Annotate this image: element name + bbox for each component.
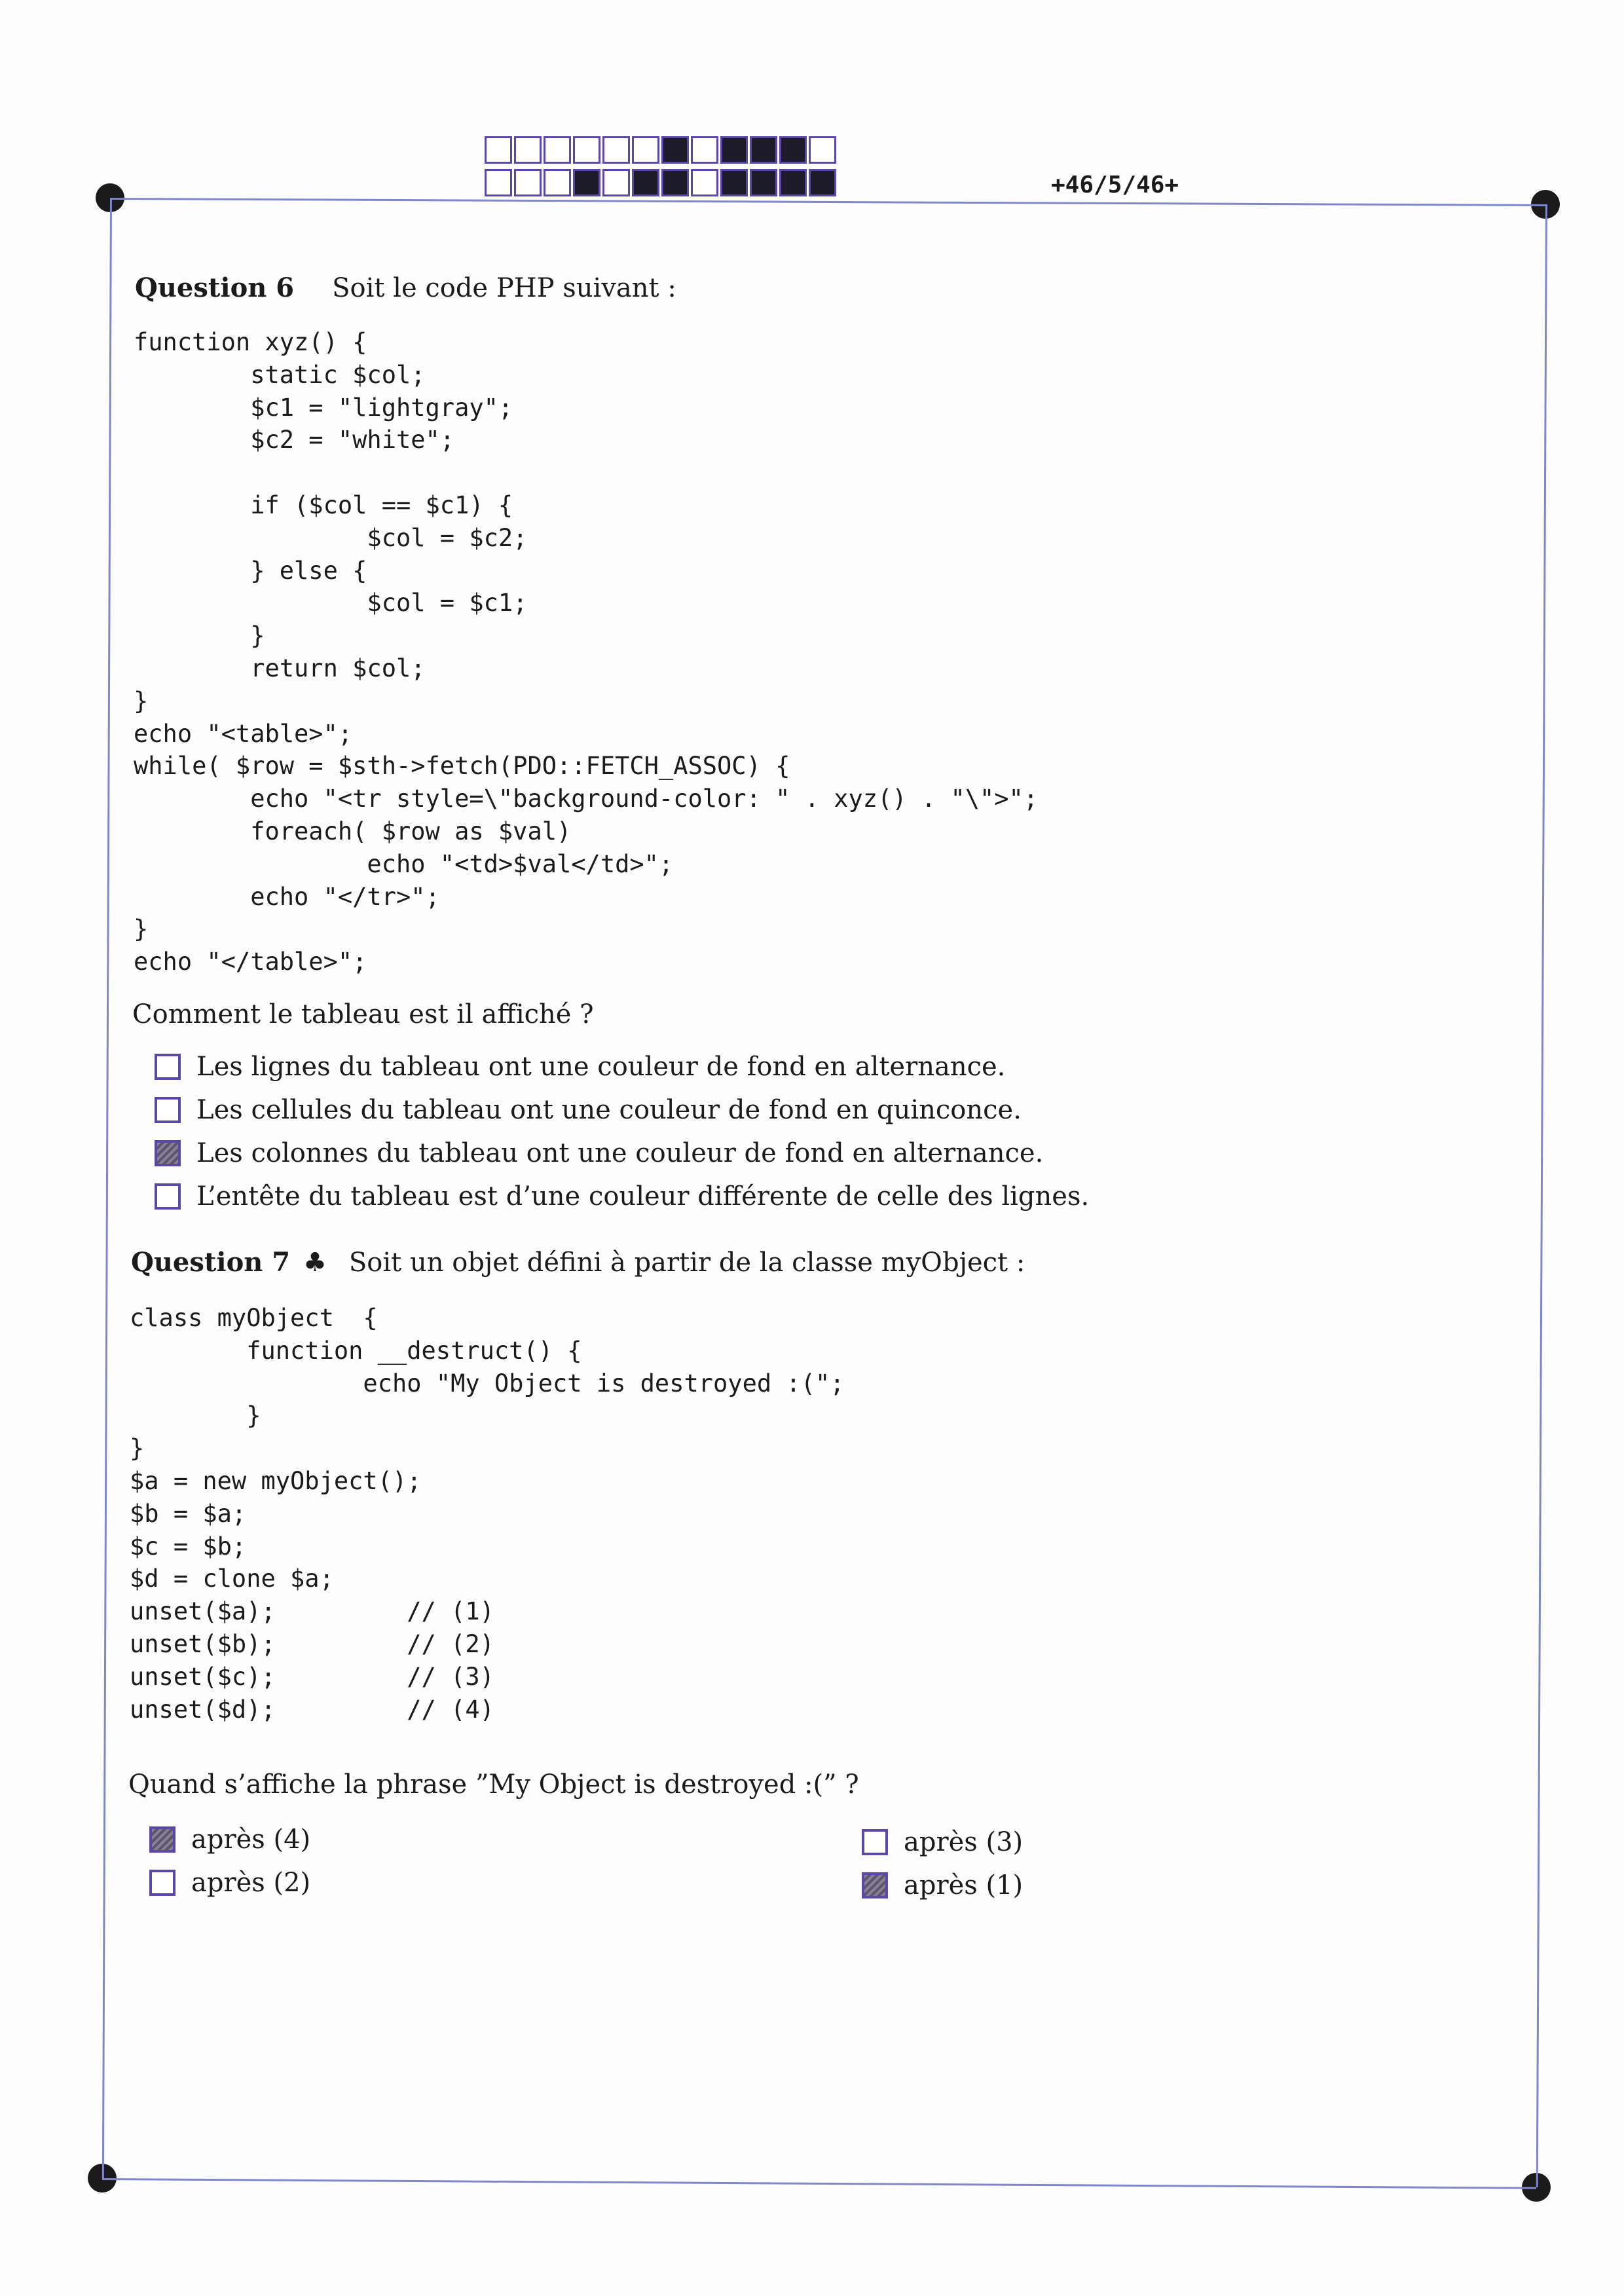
frame-right [1536, 204, 1547, 2187]
barcode-cell-filled [750, 169, 777, 196]
answer-label: après (3) [904, 1827, 1024, 1857]
answer-checkbox[interactable] [155, 1097, 181, 1123]
barcode-cell-filled [779, 136, 807, 164]
barcode-row-1 [485, 136, 838, 164]
question-7-code: class myObject { function __destruct() { echo "My Object is destroyed :("; } } $a = new myObject(); $b = $a; $c = $b; $d = clone $a; unset($a); // (1) unset($b); // (2) unset($c); // (3) unset($d); // (4) [130, 1304, 845, 1724]
question-6-code: function xyz() { static $col; $c1 = "lightgray"; $c2 = "white"; if ($col == $c1) { $col = $c2; } else { $col = $c1; } return $col; } echo "<table>"; while( $row = $sth->fetch(PDO::FETCH_ASSOC) { echo "<tr style=\"background-color: " . xyz() . "\">"; foreach( $row as $val) echo "<td>$val</td>"; echo "</tr>"; } echo "</table>"; [134, 328, 1039, 976]
barcode-cell-empty [544, 169, 571, 196]
barcode-cell-empty [544, 136, 571, 164]
question-6-label: Question 6 [135, 272, 295, 303]
barcode-cell-filled [661, 136, 689, 164]
answer-checkbox[interactable] [155, 1183, 181, 1210]
answer-checkbox-checked[interactable] [155, 1140, 181, 1166]
barcode-cell-empty [514, 169, 542, 196]
question-6-answer-4[interactable] [155, 1181, 1089, 1212]
answer-label: après (4) [191, 1824, 311, 1855]
answer-label: après (2) [191, 1868, 311, 1898]
barcode-cell-empty [691, 136, 718, 164]
barcode-cell-filled [632, 169, 659, 196]
club-icon: ♣ [303, 1247, 327, 1278]
barcode-cell-empty [632, 136, 659, 164]
page-id: +46/5/46+ [1051, 172, 1179, 198]
answer-label: Les lignes du tableau ont une couleur de fond en alternance. [196, 1052, 1006, 1082]
question-6-answer-2[interactable] [155, 1095, 1022, 1125]
answer-label: Les colonnes du tableau ont une couleur de fond en alternance. [196, 1138, 1044, 1168]
answer-checkbox-checked[interactable] [862, 1872, 888, 1898]
barcode-cell-filled [720, 169, 748, 196]
question-7-answer-2[interactable] [862, 1827, 1023, 1857]
answer-checkbox[interactable] [155, 1054, 181, 1080]
frame-top [110, 198, 1545, 206]
question-6-prompt: Comment le tableau est il affiché ? [132, 999, 594, 1029]
question-7-title: Soit un objet défini à partir de la classe myObject : [348, 1248, 1025, 1278]
question-6-answer-1[interactable] [155, 1052, 1005, 1082]
barcode-cell-empty [602, 136, 630, 164]
answer-checkbox[interactable] [149, 1870, 175, 1896]
barcode-cell-filled [779, 169, 807, 196]
question-7-header [131, 1247, 1025, 1278]
question-7-prompt: Quand s’affiche la phrase ”My Object is destroyed :(” ? [128, 1769, 859, 1800]
barcode-row-2 [485, 169, 838, 196]
barcode-cell-empty [602, 169, 630, 196]
answer-label: après (1) [904, 1870, 1024, 1900]
barcode-cell-empty [485, 169, 512, 196]
barcode-cell-empty [573, 136, 600, 164]
question-7-answer-3[interactable] [149, 1868, 310, 1898]
answer-label: L’entête du tableau est d’une couleur différente de celle des lignes. [196, 1181, 1090, 1212]
question-6-header [135, 272, 676, 303]
barcode-cell-filled [809, 169, 836, 196]
barcode-cell-filled [661, 169, 689, 196]
barcode-cell-filled [573, 169, 600, 196]
frame-bottom [102, 2178, 1536, 2189]
barcode-cell-empty [691, 169, 718, 196]
frame-left [102, 198, 112, 2178]
question-6-answer-3[interactable] [155, 1138, 1043, 1168]
question-7-answer-4[interactable] [862, 1870, 1023, 1900]
question-7-label: Question 7 ♣ [131, 1247, 327, 1278]
answer-checkbox-checked[interactable] [149, 1826, 175, 1853]
barcode-cell-filled [750, 136, 777, 164]
question-6-title: Soit le code PHP suivant : [332, 273, 676, 303]
barcode-cell-filled [720, 136, 748, 164]
answer-label: Les cellules du tableau ont une couleur de fond en quinconce. [196, 1095, 1022, 1125]
barcode-cell-empty [514, 136, 542, 164]
question-7-answer-1[interactable] [149, 1824, 310, 1855]
answer-checkbox[interactable] [862, 1829, 888, 1855]
barcode-cell-empty [485, 136, 512, 164]
barcode-cell-empty [809, 136, 836, 164]
